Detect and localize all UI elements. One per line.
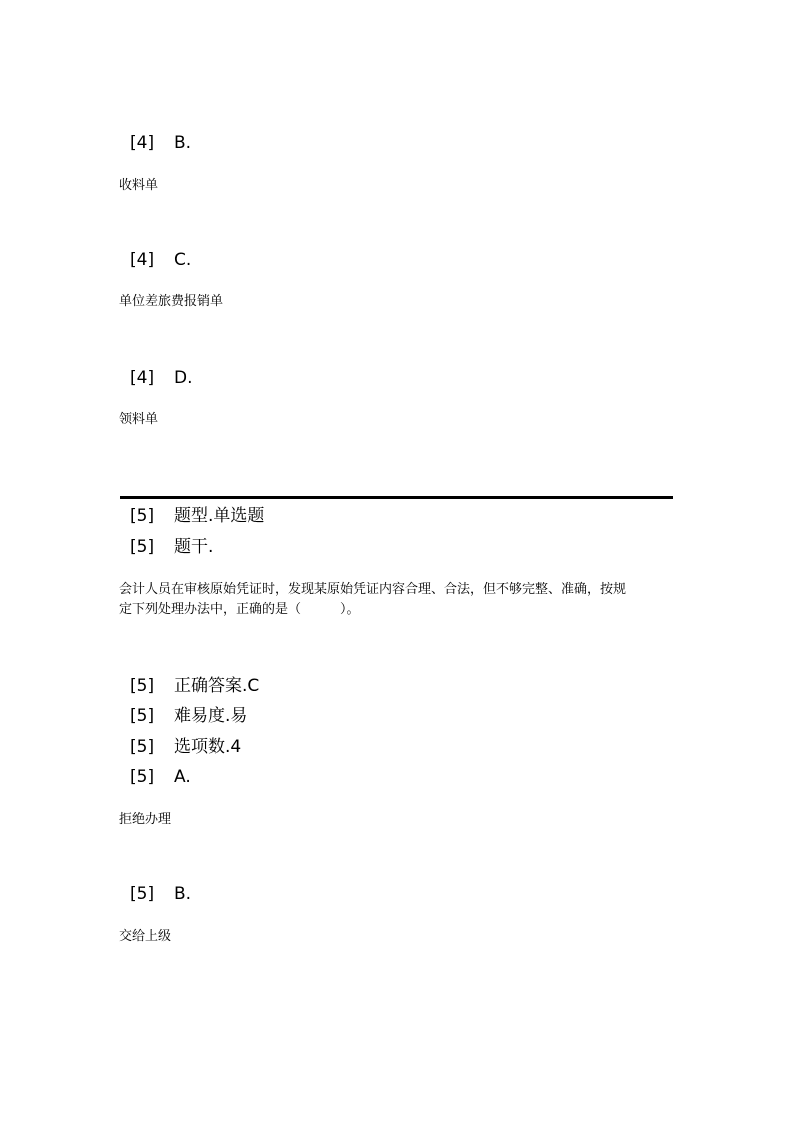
q5-stem bbox=[119, 580, 679, 620]
q5-option-a-header bbox=[130, 766, 191, 788]
q5-option-count-text: 选项数.4 bbox=[174, 737, 242, 757]
q5-type bbox=[130, 505, 264, 527]
q5-option-count bbox=[130, 736, 241, 758]
q5-option-b-label: B. bbox=[174, 884, 192, 904]
q5-option-a-tag: [5] bbox=[130, 767, 155, 787]
question-separator bbox=[120, 496, 673, 499]
q5-stem-heading-text: 题干. bbox=[174, 537, 214, 557]
q4-option-d-header bbox=[130, 367, 193, 389]
q5-option-b-tag: [5] bbox=[130, 884, 155, 904]
q4-option-b-label: B. bbox=[174, 133, 192, 153]
q5-type-tag: [5] bbox=[130, 506, 155, 526]
q4-option-d-label: D. bbox=[174, 368, 193, 388]
q4-option-b-header bbox=[130, 132, 191, 154]
q4-option-c-text: 单位差旅费报销单 bbox=[119, 294, 224, 309]
q5-option-a-text: 拒绝办理 bbox=[119, 812, 172, 827]
q4-option-b-text: 收料单 bbox=[119, 178, 159, 193]
q5-stem-line-2: 定下列处理办法中，正确的是（ ）。 bbox=[119, 602, 360, 617]
q5-option-b-header bbox=[130, 883, 191, 905]
q5-option-b-text: 交给上级 bbox=[119, 929, 172, 944]
q4-option-c-header bbox=[130, 249, 191, 271]
q5-stem-line-1: 会计人员在审核原始凭证时，发现某原始凭证内容合理、合法，但不够完整、准确，按规 bbox=[119, 582, 627, 597]
q4-option-c-tag: [4] bbox=[130, 250, 155, 270]
q4-option-c-label: C. bbox=[174, 250, 192, 270]
q5-option-count-tag: [5] bbox=[130, 737, 155, 757]
q5-difficulty bbox=[130, 705, 247, 727]
q5-difficulty-text: 难易度.易 bbox=[174, 706, 248, 726]
q5-answer-tag: [5] bbox=[130, 676, 155, 696]
q5-option-a-label: A. bbox=[174, 767, 191, 787]
q5-answer bbox=[130, 675, 259, 697]
q5-answer-text: 正确答案.C bbox=[174, 676, 260, 696]
q5-difficulty-tag: [5] bbox=[130, 706, 155, 726]
q5-stem-heading bbox=[130, 536, 213, 558]
q4-option-d-text: 领料单 bbox=[119, 412, 159, 427]
q5-type-text: 题型.单选题 bbox=[174, 506, 265, 526]
q4-option-d-tag: [4] bbox=[130, 368, 155, 388]
q5-stem-heading-tag: [5] bbox=[130, 537, 155, 557]
q4-option-b-tag: [4] bbox=[130, 133, 155, 153]
